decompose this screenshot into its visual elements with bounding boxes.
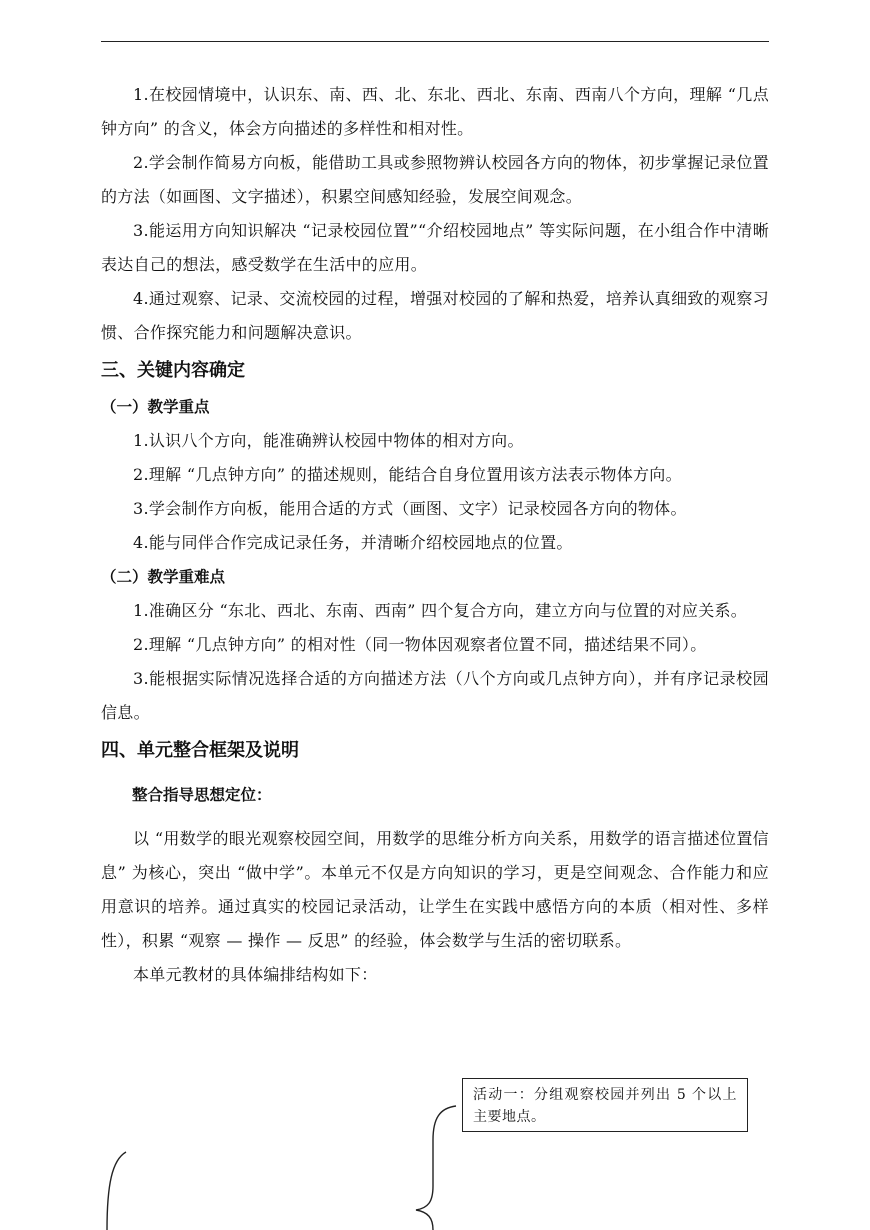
objective-4: 4.通过观察、记录、交流校园的过程，增强对校园的了解和热爱，培养认真细致的观察习惯、合作探究能力和问题解决意识。 xyxy=(101,289,769,342)
header-rule xyxy=(101,41,769,42)
key-point-1: 1.认识八个方向，能准确辨认校园中物体的相对方向。 xyxy=(133,431,524,450)
difficulties-heading: （二）教学重难点 xyxy=(101,568,226,586)
difficulty-3: 3.能根据实际情况选择合适的方向描述方法（八个方向或几点钟方向），并有序记录校园信息。 xyxy=(101,669,769,722)
guide-heading: 整合指导思想定位： xyxy=(132,786,272,804)
key-point-3: 3.学会制作方向板，能用合适的方式（画图、文字）记录校园各方向的物体。 xyxy=(133,499,687,518)
objective-1: 1.在校园情境中，认识东、南、西、北、东北、西北、东南、西南八个方向，理解 “几点钟方向” 的含义，体会方向描述的多样性和相对性。 xyxy=(101,85,769,138)
section-4-heading: 四、单元整合框架及说明 xyxy=(101,740,299,761)
key-point-2: 2.理解 “几点钟方向” 的描述规则，能结合自身位置用该方法表示物体方向。 xyxy=(133,465,682,484)
key-points-heading: （一）教学重点 xyxy=(101,398,210,416)
activity-1-box: 活动一：分组观察校园并列出 5 个以上主要地点。 xyxy=(462,1078,748,1132)
activity-brace-path xyxy=(416,1106,456,1230)
section-3-heading: 三、关键内容确定 xyxy=(101,360,245,381)
guide-paragraph: 以 “用数学的眼光观察校园空间，用数学的思维分析方向关系，用数学的语言描述位置信息” 为核心，突出 “做中学”。本单元不仅是方向知识的学习，更是空间观念、合作能力和应用意识的培养。通过真实的校园记录活动，让学生在实践中感悟方向的本质（相对性、多样性），积累 “观察 — 操作 — 反思” 的经验，体会数学与生活的密切联系。 xyxy=(101,829,769,950)
objective-3: 3.能运用方向知识解决 “记录校园位置”“介绍校园地点” 等实际问题，在小组合作中清晰表达自己的想法，感受数学在生活中的应用。 xyxy=(101,221,769,274)
difficulty-2: 2.理解 “几点钟方向” 的相对性（同一物体因观察者位置不同，描述结果不同）。 xyxy=(133,635,707,654)
objective-2: 2.学会制作简易方向板，能借助工具或参照物辨认校园各方向的物体，初步掌握记录位置的方法（如画图、文字描述），积累空间感知经验，发展空间观念。 xyxy=(101,153,769,206)
key-point-4: 4.能与同伴合作完成记录任务，并清晰介绍校园地点的位置。 xyxy=(133,533,573,552)
left-brace-path xyxy=(107,1152,126,1230)
document-content xyxy=(101,78,769,992)
difficulty-1: 1.准确区分 “东北、西北、东南、西南” 四个复合方向，建立方向与位置的对应关系。 xyxy=(133,601,748,620)
structure-intro: 本单元教材的具体编排结构如下： xyxy=(133,965,378,984)
